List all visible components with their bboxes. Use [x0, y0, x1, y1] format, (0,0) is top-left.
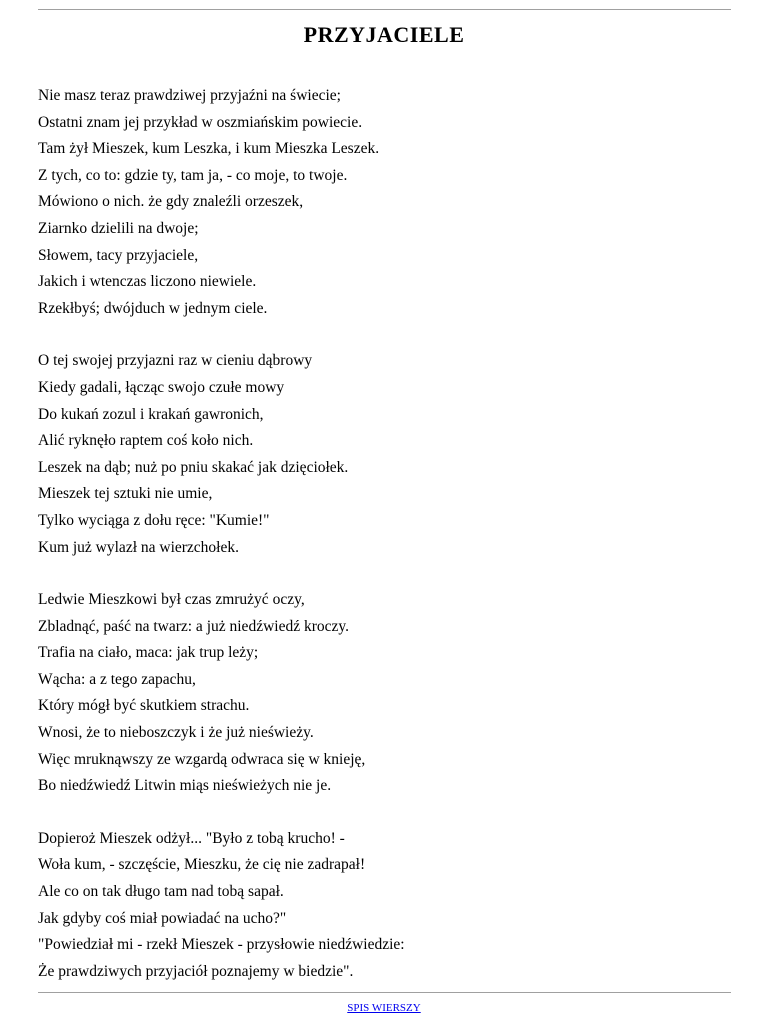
top-divider — [38, 9, 731, 10]
poem-line: "Powiedział mi - rzekł Mieszek - przysłowie niedźwiedzie: — [38, 936, 405, 954]
poem-line: Ale co on tak długo tam nad tobą sapał. — [38, 883, 284, 901]
poem-line: Do kukań zozul i krakań gawronich, — [38, 405, 264, 423]
bottom-divider — [38, 992, 731, 993]
poem-line: Mówiono o nich. że gdy znaleźli orzeszek, — [38, 193, 304, 211]
index-link[interactable]: SPIS WIERSZY — [347, 1002, 421, 1014]
poem-line: Że prawdziwych przyjaciół poznajemy w biedzie". — [38, 962, 354, 980]
poem-line: Zbladnąć, paść na twarz: a już niedźwiedź kroczy. — [38, 617, 349, 635]
poem-line: Nie masz teraz prawdziwej przyjaźni na świecie; — [38, 87, 341, 104]
poem-line: Kiedy gadali, łącząc swojo czułe mowy — [38, 378, 285, 396]
poem-line: Woła kum, - szczęście, Mieszku, że cię nie zadrapał! — [38, 856, 366, 874]
poem-line: O tej swojej przyjazni raz w cieniu dąbrowy — [38, 352, 313, 370]
poem-line: Leszek na dąb; nuż po pniu skakać jak dzięciołek. — [38, 458, 349, 476]
poem-line: Więc mruknąwszy ze wzgardą odwraca się w knieję, — [38, 750, 366, 768]
stanza-4 — [38, 826, 405, 986]
poem-line: Alić ryknęło raptem coś koło nich. — [38, 432, 254, 450]
stanza-3 — [38, 587, 405, 800]
poem-line: Rzekłbyś; dwójduch w jednym ciele. — [38, 299, 268, 317]
poem-line: Jakich i wtenczas liczono niewiele. — [38, 273, 257, 291]
stanza-2 — [38, 348, 405, 561]
poem-line: Z tych, co to: gdzie ty, tam ja, - co moje, to twoje. — [38, 166, 348, 184]
poem-line: Który mógł być skutkiem strachu. — [38, 697, 250, 715]
poem-line: Tylko wyciąga z dołu ręce: "Kumie!" — [38, 511, 270, 529]
poem-line: Kum już wylazł na wierzchołek. — [38, 538, 239, 556]
stanza-1 — [38, 83, 405, 322]
poem-line: Słowem, tacy przyjaciele, — [38, 246, 199, 264]
poem-line: Wącha: a z tego zapachu, — [38, 670, 196, 688]
poem-line: Mieszek tej sztuki nie umie, — [38, 485, 213, 503]
poem-line: Tam żył Mieszek, kum Leszka, i kum Mieszka Leszek. — [38, 140, 380, 158]
poem-line: Trafia na ciało, maca: jak trup leży; — [38, 644, 259, 662]
footer — [0, 1002, 768, 1014]
poem-line: Dopieroż Mieszek odżył... "Było z tobą krucho! - — [38, 829, 345, 847]
poem-line: Bo niedźwiedź Litwin miąs nieświeżych nie je. — [38, 777, 332, 795]
poem-line: Ziarnko dzielili na dwoje; — [38, 219, 199, 237]
poem-line: Jak gdyby coś miał powiadać na ucho?" — [38, 909, 287, 927]
poem-line: Wnosi, że to nieboszczyk i że już nieświeży. — [38, 724, 314, 742]
poem-body — [38, 83, 405, 1011]
poem-line: Ledwie Mieszkowi był czas zmrużyć oczy, — [38, 591, 305, 609]
poem-title: PRZYJACIELE — [303, 22, 465, 47]
poem-line: Ostatni znam jej przykład w oszmiańskim powiecie. — [38, 113, 363, 131]
